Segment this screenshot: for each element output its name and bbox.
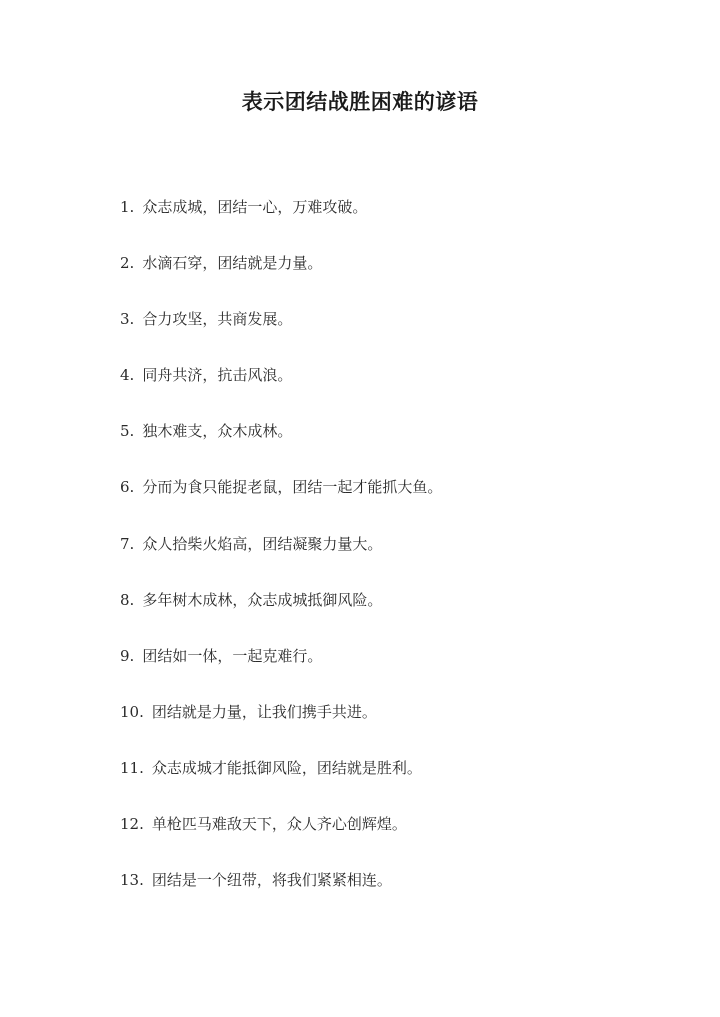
list-item: [120, 644, 640, 700]
item-number: 1.: [120, 198, 135, 216]
list-item: [120, 532, 640, 588]
list-item: [120, 195, 640, 251]
list-item: [120, 419, 640, 475]
item-text: 合力攻坚，共商发展。: [142, 310, 293, 329]
list-item: [120, 475, 640, 531]
item-text: 分而为食只能捉老鼠，团结一起才能抓大鱼。: [142, 478, 443, 497]
item-text: 团结就是力量，让我们携手共进。: [151, 702, 377, 721]
item-number: 7.: [120, 534, 135, 553]
item-number: 10.: [120, 702, 144, 721]
item-number: 13.: [120, 871, 144, 890]
list-item: [120, 700, 640, 756]
item-number: 6.: [120, 478, 135, 497]
item-text: 多年树木成林，众志成城抵御风险。: [142, 590, 383, 609]
item-text: 独木难支，众木成林。: [142, 422, 293, 441]
item-number: 8.: [120, 590, 135, 609]
list-item: [120, 868, 640, 924]
item-text: 团结是一个纽带，将我们紧紧相连。: [151, 871, 392, 890]
item-number: 2.: [120, 254, 135, 273]
list-item: [120, 363, 640, 419]
list-item: [120, 307, 640, 363]
list-item: [120, 812, 640, 868]
page-title: 表示团结战胜困难的谚语: [241, 89, 479, 114]
item-number: 11.: [120, 758, 144, 777]
item-number: 3.: [120, 310, 135, 329]
proverb-list: [120, 195, 640, 924]
item-text: 众志成城才能抵御风险，团结就是胜利。: [151, 758, 422, 777]
item-text: 水滴石穿，团结就是力量。: [142, 254, 323, 273]
item-text: 团结如一体，一起克难行。: [142, 646, 323, 665]
list-item: [120, 251, 640, 307]
item-text: 众志成城，团结一心，万难攻破。: [142, 198, 368, 216]
list-item: [120, 756, 640, 812]
item-text: 单枪匹马难敌天下，众人齐心创辉煌。: [151, 815, 407, 834]
item-number: 4.: [120, 366, 135, 385]
item-text: 同舟共济，抗击风浪。: [142, 366, 293, 385]
item-number: 9.: [120, 646, 135, 665]
item-text: 众人拾柴火焰高，团结凝聚力量大。: [142, 534, 383, 553]
item-number: 12.: [120, 815, 144, 834]
item-number: 5.: [120, 422, 135, 441]
list-item: [120, 588, 640, 644]
